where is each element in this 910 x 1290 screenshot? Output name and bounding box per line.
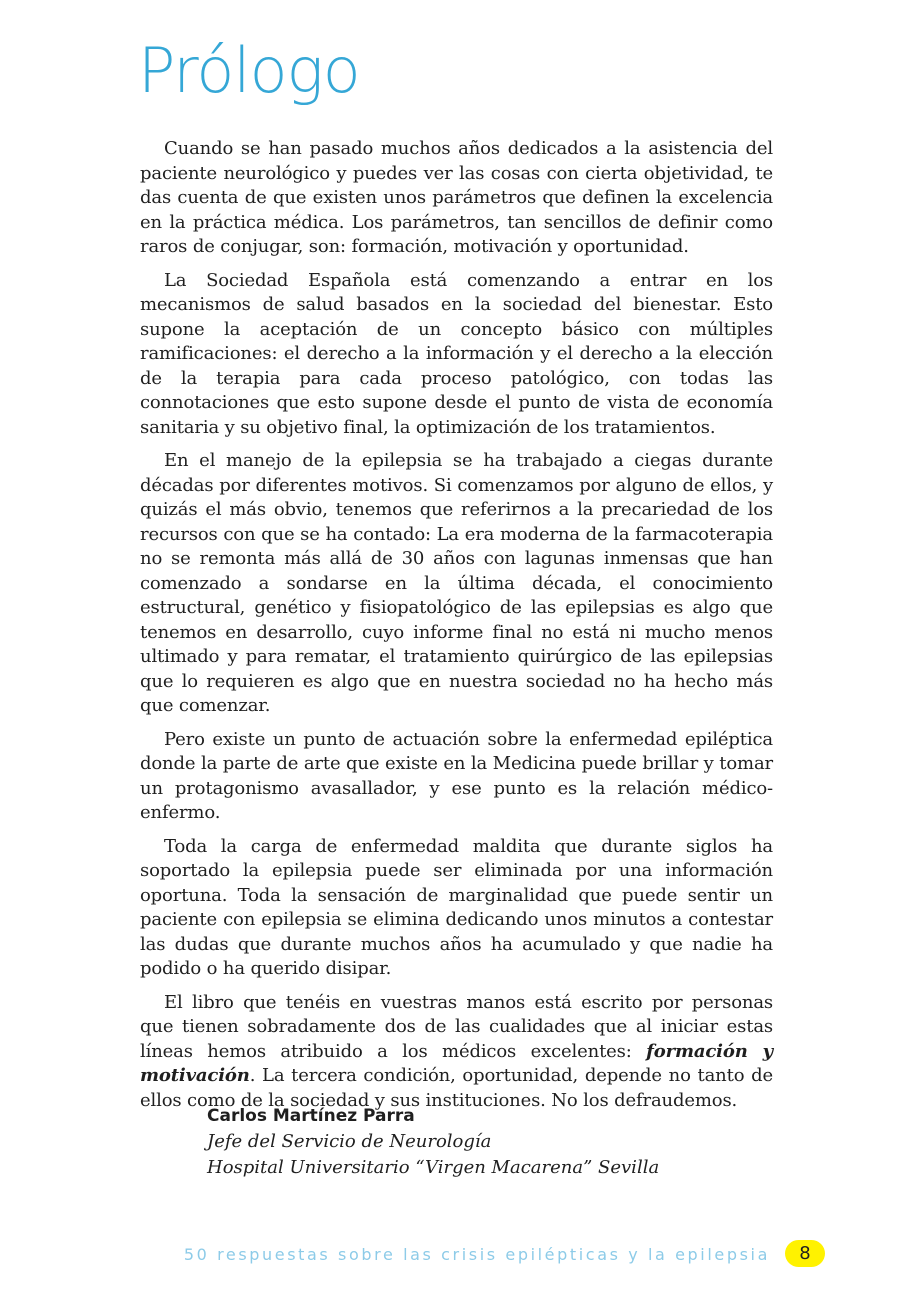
page-title: Prólogo: [138, 34, 360, 107]
paragraph-6: [140, 991, 773, 1114]
paragraph-4: Pero existe un punto de actuación sobre la enfermedad epiléptica donde la parte de arte que existe en la Medicina puede brillar y tomar un protagonismo avasallador, y ese punto es la relación médico-enfermo.: [140, 728, 773, 823]
paragraph-6-before: El libro que tenéis en vuestras manos está escrito por personas que tienen sobradamente dos de las cualidades que al iniciar estas líneas hemos atribuido a los médicos excelentes:: [140, 991, 773, 1062]
page-number-badge: 8: [785, 1240, 825, 1267]
author-institution: Hospital Universitario “Virgen Macarena” Sevilla: [207, 1157, 660, 1178]
paragraph-5: Toda la carga de enfermedad maldita que durante siglos ha soportado la epilepsia puede ser eliminada por una información oportuna. Toda la sensación de marginalidad que puede sentir un paciente con epilepsia se elimina dedicando unos minutos a contestar las dudas que durante muchos años ha acumulado y que nadie ha podido o ha querido disipar.: [140, 835, 773, 979]
paragraph-6-after: . La tercera condición, oportunidad, depende no tanto de ellos como de la sociedad y sus instituciones. No los defraudemos.: [140, 1065, 773, 1111]
paragraph-6-emphasis: formación y motivación: [140, 1040, 773, 1086]
paragraph-1: Cuando se han pasado muchos años dedicados a la asistencia del paciente neurológico y puedes ver las cosas con cierta objetividad, te das cuenta de que existen unos parámetros que definen la excelencia en la práctica médica. Los parámetros, tan sencillos de definir como raros de conjugar, son: formación, motivación y oportunidad.: [140, 138, 773, 257]
author-role: Jefe del Servicio de Neurología: [207, 1131, 492, 1152]
running-footer-title: 50 respuestas sobre las crisis epilépticas y la epilepsia: [183, 1245, 770, 1264]
prologue-body: [140, 137, 773, 1122]
paragraph-3: En el manejo de la epilepsia se ha trabajado a ciegas durante décadas por diferentes motivos. Si comenzamos por alguno de ellos, y quizás el más obvio, tenemos que referirnos a la precariedad de los recursos con que se ha contado: La era moderna de la farmacoterapia no se remonta más allá de 30 años con lagunas inmensas que han comenzado a sondarse en la última década, el conocimiento estructural, genético y fisiopatológico de las epilepsias es algo que tenemos en desarrollo, cuyo informe final no está ni mucho menos ultimado y para rematar, el tratamiento quirúrgico de las epilepsias que lo requieren es algo que en nuestra sociedad no ha hecho más que comenzar.: [140, 450, 773, 716]
signature-block: [207, 1103, 659, 1181]
paragraph-2: La Sociedad Española está comenzando a entrar en los mecanismos de salud basados en la sociedad del bienestar. Esto supone la aceptación de un concepto básico con múltiples ramificaciones: el derecho a la información y el derecho a la elección de la terapia para cada proceso patológico, con todas las connotaciones que esto supone desde el punto de vista de economía sanitaria y su objetivo final, la optimización de los tratamientos.: [140, 269, 773, 438]
author-name: Carlos Martínez Parra: [207, 1106, 415, 1126]
